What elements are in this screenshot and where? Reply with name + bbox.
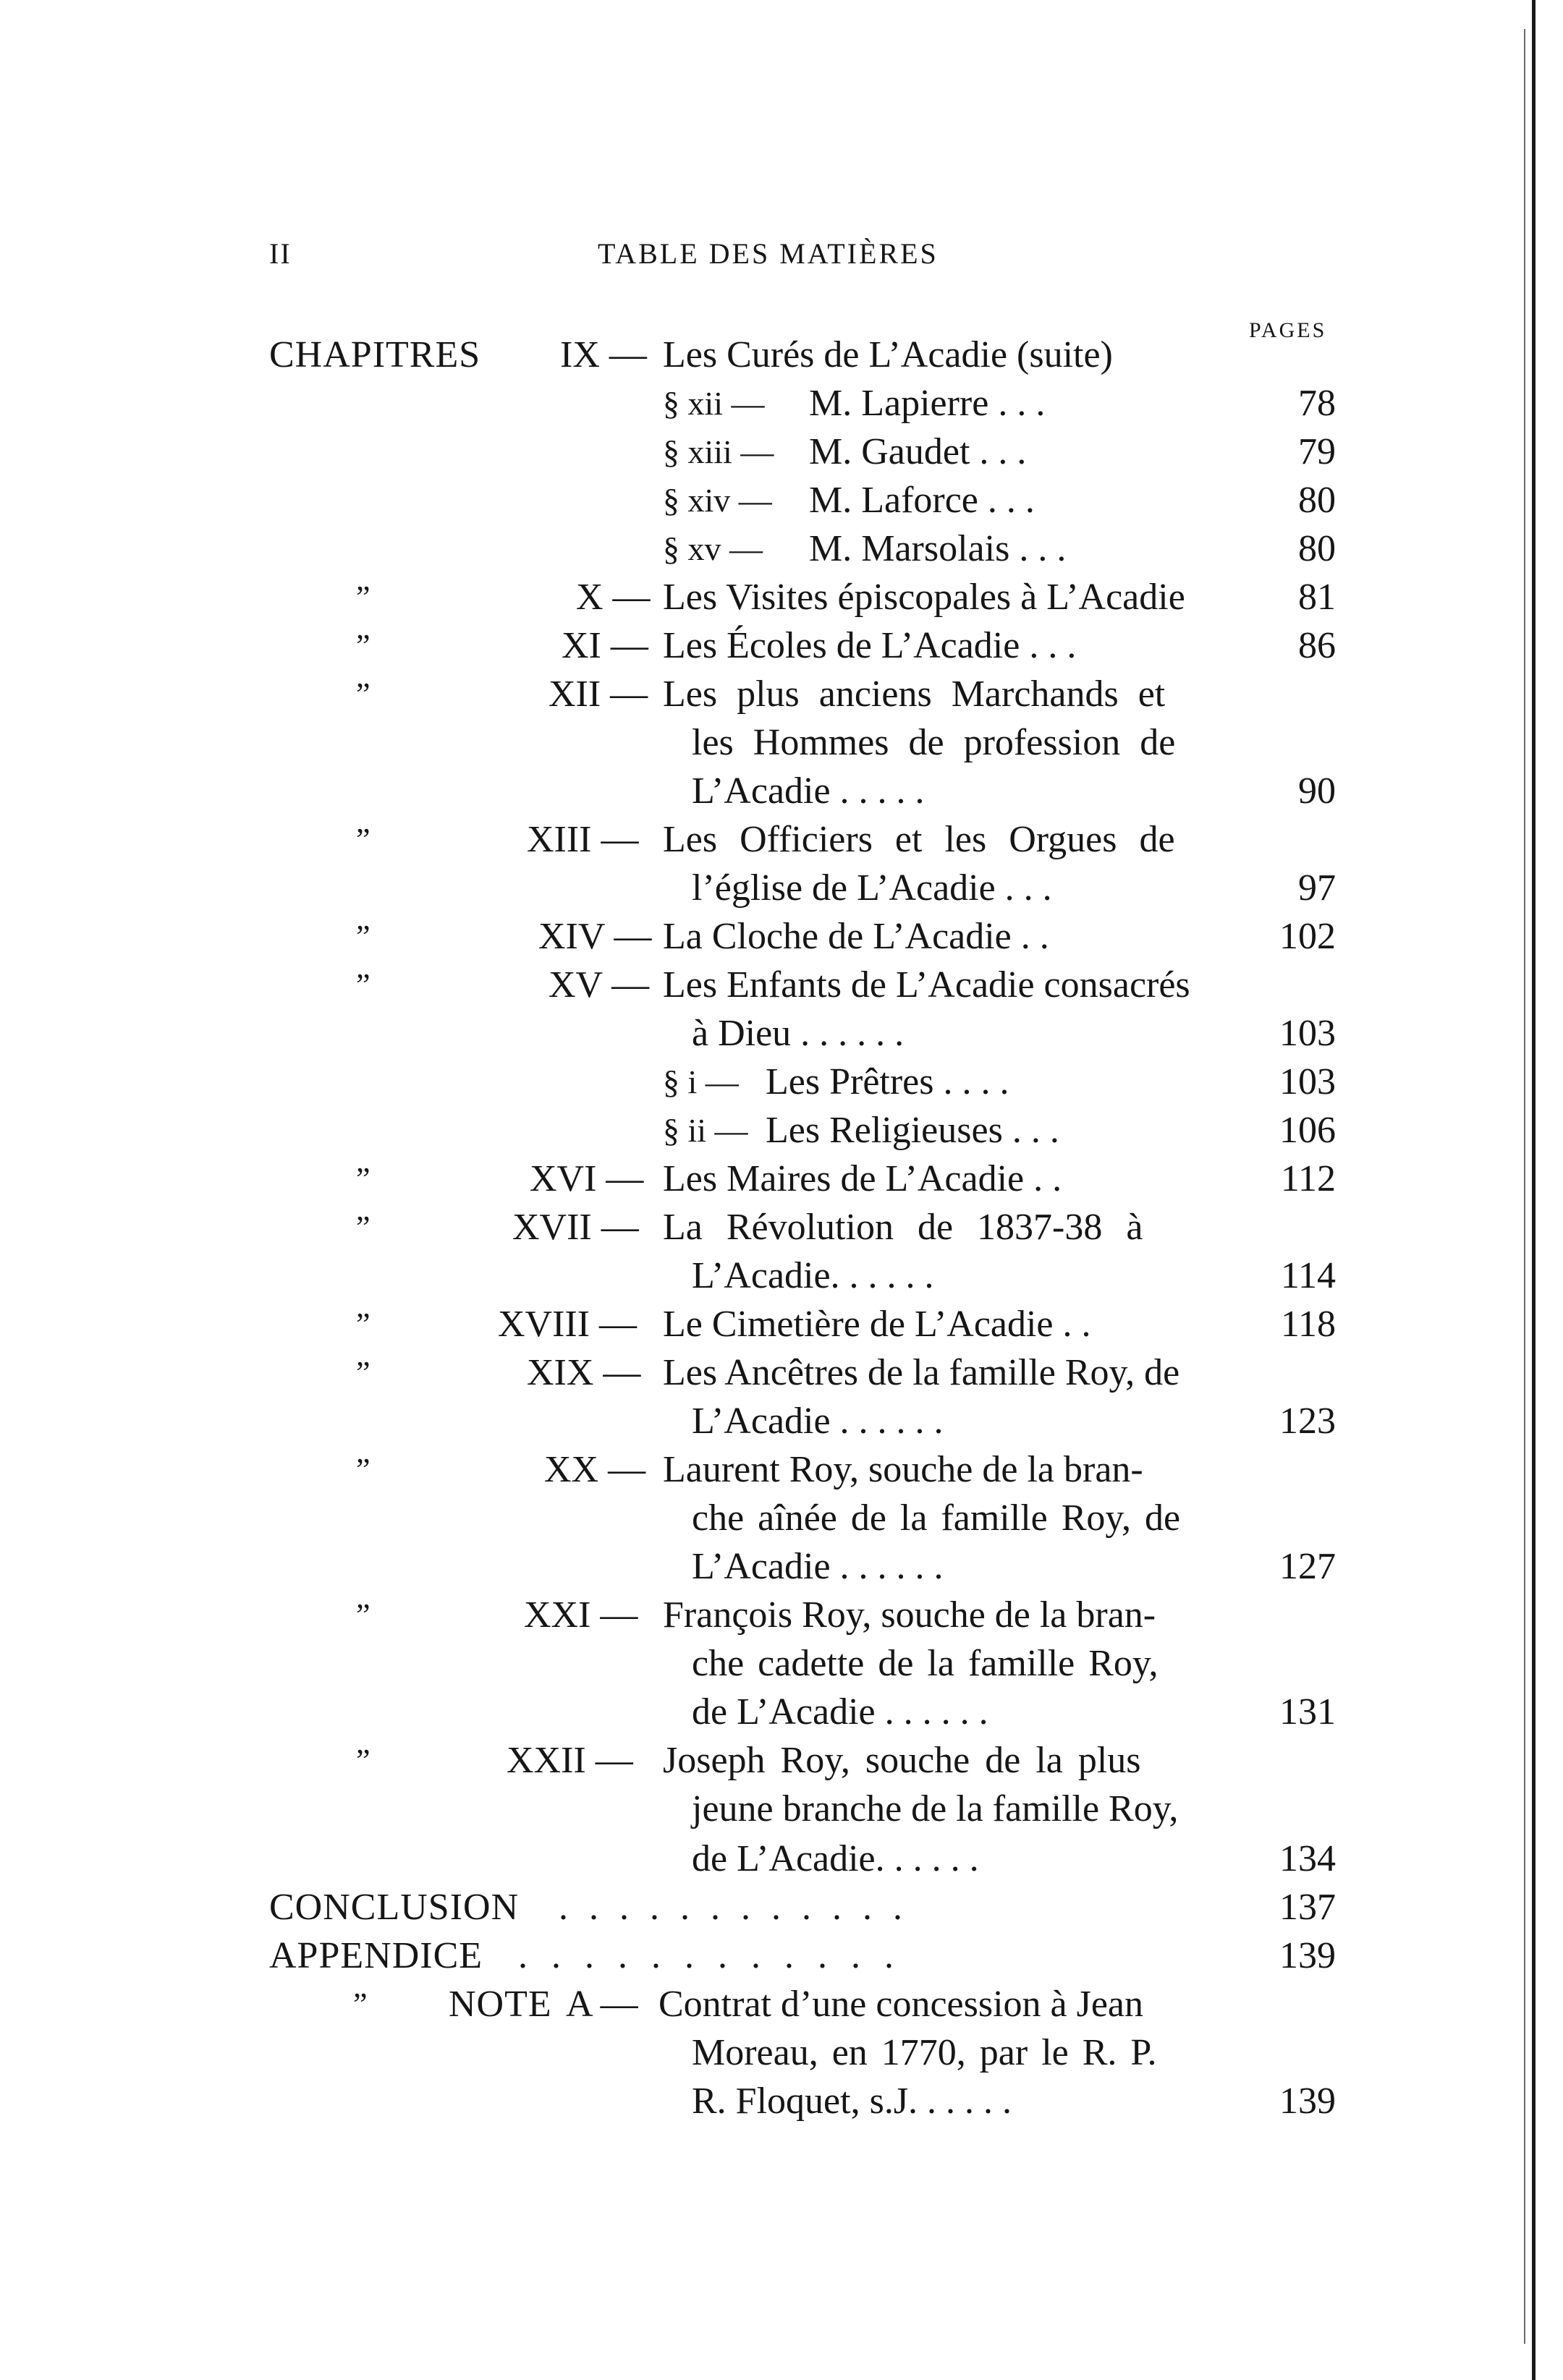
toc-entry-title: Les Enfants de L’Acadie consacrés	[663, 964, 1190, 1006]
toc-entry-num: XVIII —	[498, 1304, 638, 1345]
toc-entry-title: La Cloche de L’Acadie . .	[663, 916, 1049, 957]
toc-entry-num: XVII —	[512, 1207, 639, 1248]
appendice-label: APPENDICE	[269, 1935, 483, 1976]
toc-entry-page: 134	[1279, 1838, 1336, 1879]
toc-entry-num: XX —	[544, 1449, 646, 1490]
toc-entry-num: XIII —	[527, 819, 639, 860]
toc-entry-page: 90	[1298, 770, 1336, 812]
page-title: TABLE DES MATIÈRES	[598, 237, 939, 270]
toc-entry-title: M. Lapierre . . .	[809, 383, 1046, 424]
toc-entry-page: 118	[1280, 1304, 1336, 1345]
toc-entry-title-cont: de L’Acadie . . . . . .	[692, 1691, 988, 1733]
toc-entry-num: XI —	[562, 625, 648, 666]
toc-entry-page: 112	[1280, 1158, 1336, 1199]
ditto-mark: ”	[356, 1306, 370, 1342]
toc-entry-title: M. Laforce . . .	[809, 480, 1035, 521]
toc-entry-page: 86	[1298, 625, 1336, 666]
toc-entry-title-cont: L’Acadie . . . . . .	[692, 1546, 944, 1587]
toc-entry-page: 106	[1279, 1110, 1336, 1151]
toc-entry-page: 79	[1298, 431, 1336, 472]
toc-entry-title: M. Marsolais . . .	[809, 528, 1067, 569]
toc-entry-num: XXII —	[507, 1740, 633, 1781]
toc-entry-title: Les Visites épiscopales à L’Acadie	[663, 577, 1185, 618]
toc-entry-title: Les Ancêtres de la famille Roy, de	[663, 1352, 1180, 1393]
toc-entry-num: § xiii —	[663, 433, 774, 470]
ditto-mark: ”	[356, 1161, 370, 1197]
page-edge-line	[1532, 0, 1536, 2380]
ditto-mark: ”	[356, 919, 370, 954]
note-page: 139	[1279, 2081, 1336, 2122]
ditto-mark: ”	[356, 1355, 370, 1390]
ditto-mark: ”	[356, 676, 370, 712]
toc-entry-title: La Révolution de 1837-38 à	[663, 1207, 1143, 1248]
toc-entry-page: 103	[1279, 1061, 1336, 1102]
toc-entry-title-cont: che cadette de la famille Roy,	[692, 1643, 1159, 1684]
ditto-mark: ”	[356, 967, 370, 1003]
note-letter: A —	[566, 1984, 638, 2025]
toc-entry-title-cont: à Dieu . . . . . .	[692, 1013, 905, 1054]
toc-entry-title: Les Prêtres . . . .	[766, 1061, 1009, 1102]
toc-entry-page: 81	[1298, 577, 1336, 618]
toc-entry-page: 127	[1279, 1546, 1336, 1587]
toc-entry-title: Les Curés de L’Acadie (suite)	[663, 334, 1113, 375]
toc-entry-title-cont: l’église de L’Acadie . . .	[692, 867, 1052, 909]
conclusion-label: CONCLUSION	[269, 1887, 520, 1928]
ditto-mark: ”	[356, 1210, 370, 1245]
toc-entry-num: § i —	[663, 1063, 739, 1100]
toc-entry-title: Les plus anciens Marchands et	[663, 673, 1166, 715]
toc-entry-title-cont: L’Acadie. . . . . .	[692, 1255, 934, 1296]
note-title: Contrat d’une concession à Jean	[658, 1984, 1144, 2025]
toc-entry-num: XV —	[548, 964, 650, 1006]
toc-entry-page: 78	[1298, 383, 1336, 424]
toc-entry-num: § ii —	[663, 1112, 748, 1149]
toc-entry-title: Les Maires de L’Acadie . .	[663, 1158, 1062, 1199]
toc-entry-title: Joseph Roy, souche de la plus	[663, 1740, 1141, 1781]
toc-entry-page: 103	[1279, 1013, 1336, 1054]
toc-entry-page: 114	[1280, 1255, 1336, 1296]
toc-entry-num: § xii —	[663, 385, 765, 422]
ditto-mark: ”	[356, 1452, 370, 1487]
note-title-cont: Moreau, en 1770, par le R. P.	[692, 2032, 1157, 2073]
toc-entry-title-cont: che aînée de la famille Roy, de	[692, 1497, 1181, 1539]
toc-entry-num: XVI —	[530, 1158, 644, 1199]
note-label: NOTE	[449, 1984, 552, 2025]
toc-entry-num: § xv —	[663, 530, 763, 567]
toc-entry-page: 102	[1279, 916, 1336, 957]
toc-entry-title-cont: L’Acadie . . . . .	[692, 770, 925, 812]
toc-entry-title-cont: les Hommes de profession de	[692, 722, 1176, 763]
toc-entry-title: François Roy, souche de la bran-	[663, 1594, 1156, 1636]
ditto-mark: ”	[356, 1743, 370, 1778]
toc-entry-page: 97	[1298, 867, 1336, 909]
ditto-mark: ”	[356, 1597, 370, 1633]
toc-entry-title: Les Religieuses . . .	[766, 1110, 1059, 1151]
page-edge-shadow	[1524, 29, 1525, 2344]
conclusion-dots: . . . . . . . . . . . .	[559, 1887, 908, 1928]
toc-entry-num: IX —	[560, 334, 647, 375]
appendice-dots: . . . . . . . . . . . .	[518, 1935, 901, 1976]
toc-entry-num: XIX —	[527, 1352, 641, 1393]
ditto-mark: ”	[356, 628, 370, 663]
toc-entry-title: Le Cimetière de L’Acadie . .	[663, 1304, 1091, 1345]
toc-entry-title: Les Écoles de L’Acadie . . .	[663, 625, 1077, 666]
ditto-mark: ”	[353, 1986, 368, 2022]
ditto-mark: ”	[356, 579, 370, 615]
toc-entry-page: 131	[1279, 1691, 1336, 1733]
toc-entry-title: M. Gaudet . . .	[809, 431, 1027, 472]
conclusion-page: 137	[1279, 1887, 1336, 1928]
toc-entry-page: 80	[1298, 480, 1336, 521]
ditto-mark: ”	[356, 822, 370, 857]
toc-entry-page: 80	[1298, 528, 1336, 569]
appendice-page: 139	[1279, 1935, 1336, 1976]
toc-entry-title: Laurent Roy, souche de la bran-	[663, 1449, 1143, 1490]
toc-entry-num: XII —	[548, 673, 648, 715]
note-title-cont: R. Floquet, s.J. . . . . .	[692, 2081, 1012, 2122]
pages-column-label: PAGES	[1249, 318, 1327, 342]
toc-entry-title: Les Officiers et les Orgues de	[663, 819, 1175, 860]
toc-entry-num: XIV —	[538, 916, 652, 957]
toc-entry-num: XXI —	[524, 1594, 638, 1636]
toc-entry-title-cont: jeune branche de la famille Roy,	[692, 1788, 1179, 1829]
toc-entry-title-cont: de L’Acadie. . . . . .	[692, 1838, 979, 1879]
chapters-label: CHAPITRES	[269, 334, 481, 375]
page-number: II	[269, 237, 292, 270]
toc-entry-page: 123	[1279, 1401, 1336, 1442]
toc-entry-num: X —	[576, 577, 651, 618]
toc-entry-num: § xiv —	[663, 482, 772, 519]
toc-entry-title-cont: L’Acadie . . . . . .	[692, 1401, 944, 1442]
